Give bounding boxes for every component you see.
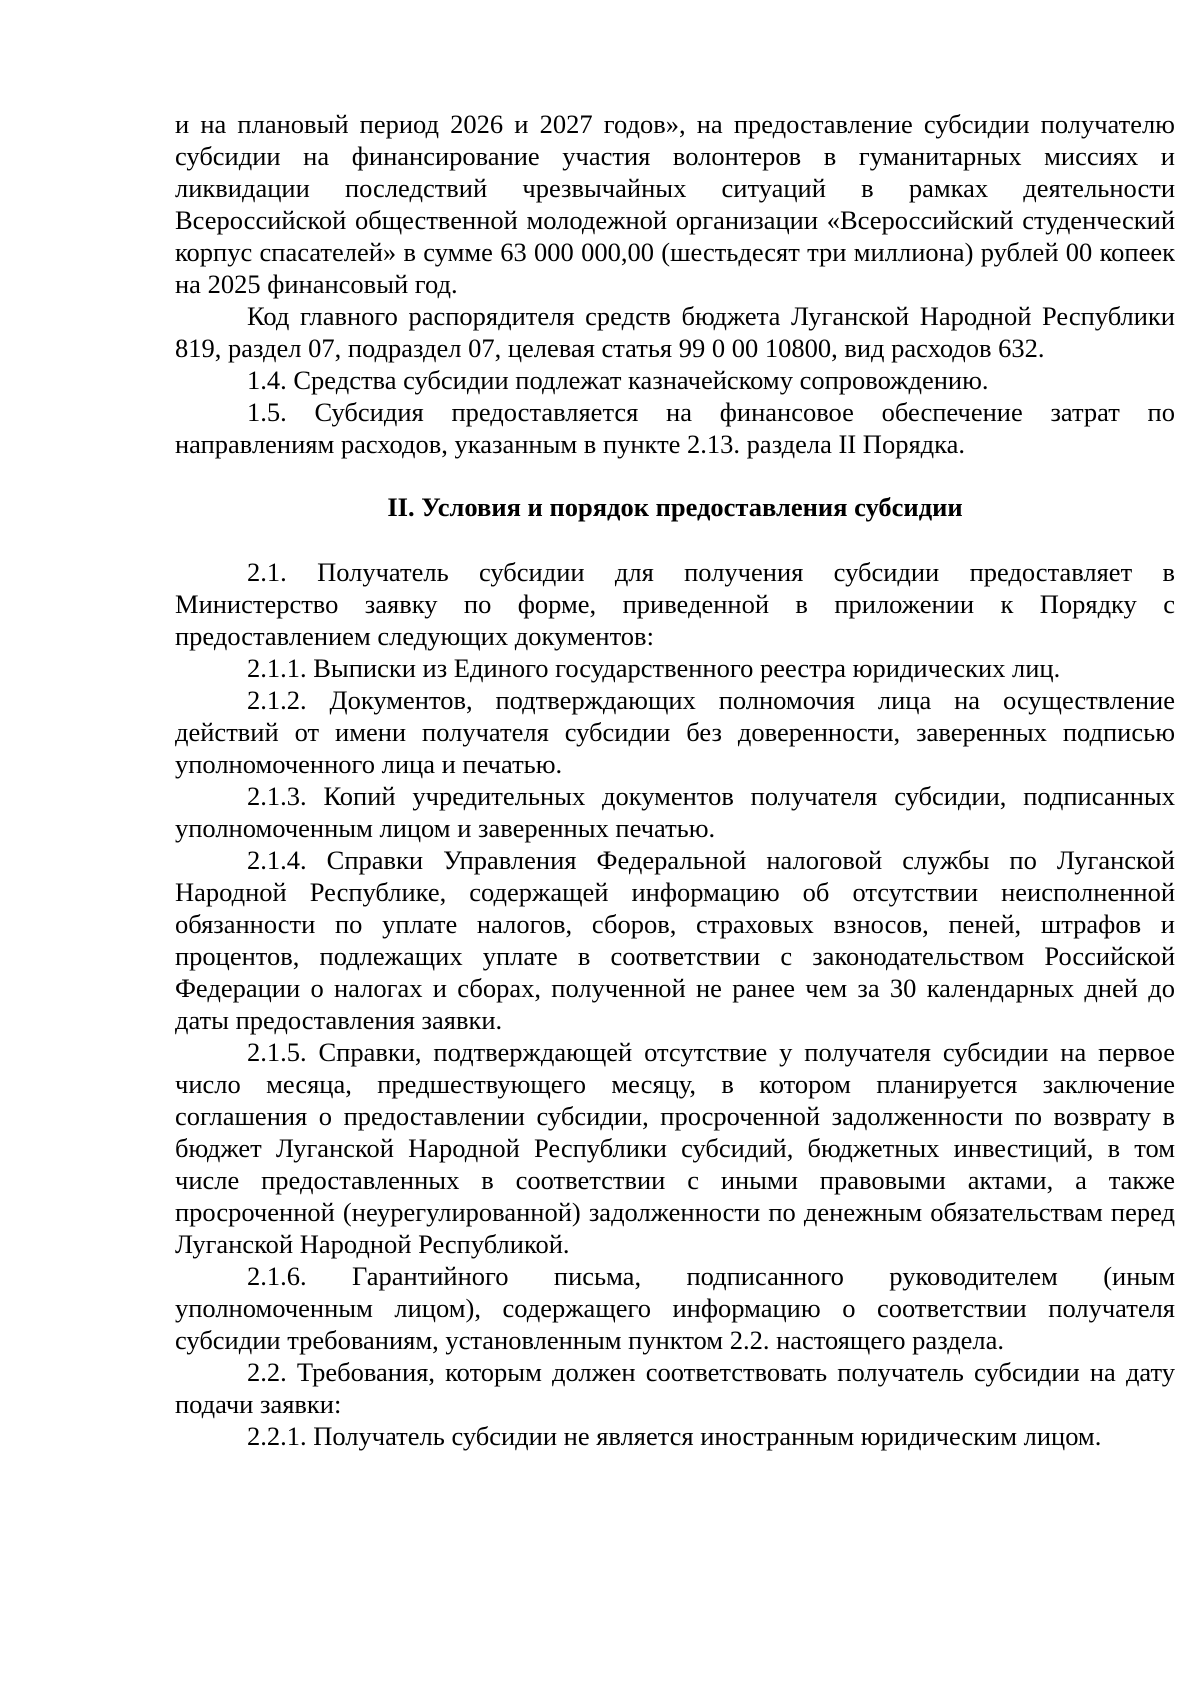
paragraph-2-1: 2.1. Получатель субсидии для получения субсидии предоставляет в Министерство заявку по форме, приведенной в приложении к Порядку с предоставлением следующих документов: [175, 557, 1175, 651]
paragraph-2-1-4: 2.1.4. Справки Управления Федеральной налоговой службы по Луганской Народной Республике, содержащей информацию об отсутствии неисполненной обязанности по уплате налогов, сборов, страховых взносов, пеней, штрафов и процентов, подлежащих уплате в соответствии с законодательством Российской Федерации о налогах и сборах, полученной не ранее чем за 30 календарных дней до даты предоставления заявки. [175, 845, 1175, 1035]
paragraph-2-2: 2.2. Требования, которым должен соответствовать получатель субсидии на дату подачи заявки: [175, 1357, 1175, 1419]
paragraph-continuation: и на плановый период 2026 и 2027 годов», на предоставление субсидии получателю субсидии на финансирование участия волонтеров в гуманитарных миссиях и ликвидации последствий чрезвычайных ситуаций в рамках деятельности Всероссийской общественной молодежной организации «Всероссийский студенческий корпус спасателей» в сумме 63 000 000,00 (шестьдесят три миллиона) рублей 00 копеек на 2025 финансовый год. [175, 109, 1175, 299]
paragraph-2-1-3: 2.1.3. Копий учредительных документов получателя субсидии, подписанных уполномоченным лицом и заверенных печатью. [175, 781, 1175, 843]
paragraph-2-2-1: 2.2.1. Получатель субсидии не является иностранным юридическим лицом. [247, 1421, 1102, 1451]
paragraph-2-1-6: 2.1.6. Гарантийного письма, подписанного руководителем (иным уполномоченным лицом), содержащего информацию о соответствии получателя субсидии требованиям, установленным пунктом 2.2. настоящего раздела. [175, 1261, 1175, 1355]
section-heading: II. Условия и порядок предоставления субсидии [387, 492, 963, 522]
paragraph-2-1-2: 2.1.2. Документов, подтверждающих полномочия лица на осуществление действий от имени получателя субсидии без доверенности, заверенных подписью уполномоченного лица и печатью. [175, 685, 1175, 779]
paragraph-2-1-1: 2.1.1. Выписки из Единого государственного реестра юридических лиц. [247, 653, 1061, 683]
paragraph-1-4: 1.4. Средства субсидии подлежат казначейскому сопровождению. [247, 365, 989, 395]
document-page [175, 108, 1175, 1452]
paragraph-1-5: 1.5. Субсидия предоставляется на финансовое обеспечение затрат по направлениям расходов, указанным в пункте 2.13. раздела II Порядка. [175, 397, 1175, 459]
paragraph-2-1-5: 2.1.5. Справки, подтверждающей отсутствие у получателя субсидии на первое число месяца, предшествующего месяцу, в котором планируется заключение соглашения о предоставлении субсидии, просроченной задолженности по возврату в бюджет Луганской Народной Республики субсидий, бюджетных инвестиций, в том числе предоставленных в соответствии с иными правовыми актами, а также просроченной (неурегулированной) задолженности по денежным обязательствам перед Луганской Народной Республикой. [175, 1037, 1175, 1259]
paragraph-budget-code: Код главного распорядителя средств бюджета Луганской Народной Республики 819, раздел 07, подраздел 07, целевая статья 99 0 00 10800, вид расходов 632. [175, 301, 1175, 363]
